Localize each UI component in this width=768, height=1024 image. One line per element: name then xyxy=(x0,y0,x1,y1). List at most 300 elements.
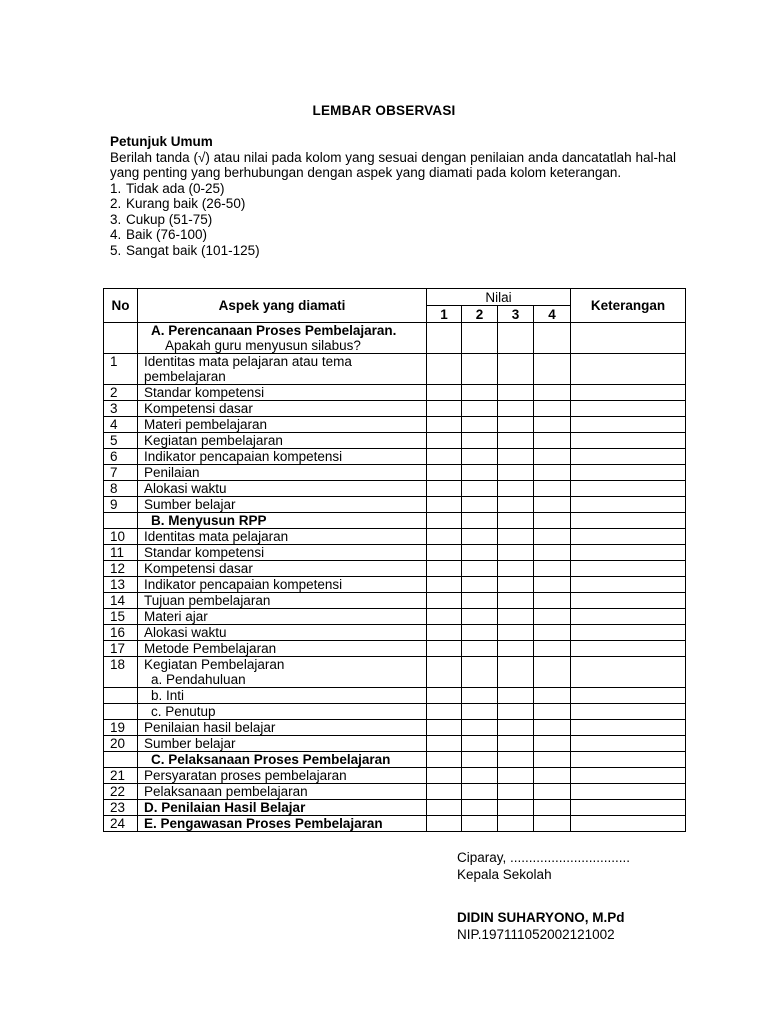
table-row xyxy=(104,657,686,688)
row-number: 11 xyxy=(104,545,138,561)
row-aspect xyxy=(138,720,427,736)
score-cell-3[interactable] xyxy=(498,736,534,752)
row-number: 24 xyxy=(104,816,138,832)
score-cell-2[interactable] xyxy=(462,800,498,816)
rating-scale-item xyxy=(110,227,676,243)
score-cell-2[interactable] xyxy=(462,577,498,593)
score-cell-1[interactable] xyxy=(427,816,462,832)
keterangan-cell[interactable] xyxy=(571,385,686,401)
keterangan-cell[interactable] xyxy=(571,465,686,481)
header-keterangan: Keterangan xyxy=(571,289,686,323)
score-cell-3[interactable] xyxy=(498,385,534,401)
header-score-3: 3 xyxy=(498,306,534,323)
row-aspect-text: A. Perencanaan Proses Pembelajaran. xyxy=(151,323,397,338)
table-row xyxy=(104,497,686,513)
row-aspect xyxy=(138,704,427,720)
table-row xyxy=(104,561,686,577)
table-row xyxy=(104,481,686,497)
keterangan-cell[interactable] xyxy=(571,609,686,625)
score-cell-2[interactable] xyxy=(462,513,498,529)
score-cell-1[interactable] xyxy=(427,704,462,720)
row-aspect-text: Penilaian xyxy=(144,465,200,480)
score-cell-1[interactable] xyxy=(427,752,462,768)
row-aspect-text: Alokasi waktu xyxy=(144,625,227,640)
row-aspect-text: Alokasi waktu xyxy=(144,481,227,496)
rating-scale-item xyxy=(110,212,676,228)
row-aspect-text: Indikator pencapaian kompetensi xyxy=(144,577,343,592)
score-cell-1[interactable] xyxy=(427,577,462,593)
score-cell-4[interactable] xyxy=(534,609,571,625)
score-cell-2[interactable] xyxy=(462,449,498,465)
score-cell-4[interactable] xyxy=(534,641,571,657)
score-cell-2[interactable] xyxy=(462,323,498,354)
row-aspect xyxy=(138,800,427,816)
score-cell-3[interactable] xyxy=(498,593,534,609)
score-cell-1[interactable] xyxy=(427,481,462,497)
score-cell-4[interactable] xyxy=(534,720,571,736)
row-aspect-subtext: Apakah guru menyusun silabus? xyxy=(165,338,361,353)
header-nilai: Nilai xyxy=(427,289,571,306)
keterangan-cell[interactable] xyxy=(571,401,686,417)
table-row xyxy=(104,417,686,433)
row-aspect xyxy=(138,561,427,577)
score-cell-4[interactable] xyxy=(534,417,571,433)
score-cell-4[interactable] xyxy=(534,545,571,561)
score-cell-3[interactable] xyxy=(498,354,534,385)
rating-scale-item xyxy=(110,243,676,259)
score-cell-3[interactable] xyxy=(498,513,534,529)
row-aspect-text: Identitas mata pelajaran atau tema xyxy=(144,354,352,369)
row-number: 15 xyxy=(104,609,138,625)
row-aspect xyxy=(138,545,427,561)
row-aspect xyxy=(138,609,427,625)
keterangan-cell[interactable] xyxy=(571,593,686,609)
row-aspect-subtext: pembelajaran xyxy=(144,369,226,384)
score-cell-4[interactable] xyxy=(534,768,571,784)
row-number: 20 xyxy=(104,736,138,752)
row-aspect xyxy=(138,736,427,752)
row-number: 9 xyxy=(104,497,138,513)
row-aspect xyxy=(138,577,427,593)
row-aspect-text: Sumber belajar xyxy=(144,736,236,751)
table-row xyxy=(104,577,686,593)
row-number: 6 xyxy=(104,449,138,465)
row-number: 8 xyxy=(104,481,138,497)
score-cell-1[interactable] xyxy=(427,784,462,800)
row-aspect xyxy=(138,688,427,704)
score-cell-2[interactable] xyxy=(462,641,498,657)
signature-name: DIDIN SUHARYONO, M.Pd xyxy=(457,910,625,925)
rating-scale-item xyxy=(110,196,676,212)
score-cell-1[interactable] xyxy=(427,736,462,752)
row-number xyxy=(104,704,138,720)
row-aspect-text: c. Penutup xyxy=(151,704,216,719)
keterangan-cell[interactable] xyxy=(571,768,686,784)
score-cell-4[interactable] xyxy=(534,784,571,800)
rating-scale-number: 3. xyxy=(110,211,122,227)
score-cell-2[interactable] xyxy=(462,720,498,736)
score-cell-4[interactable] xyxy=(534,577,571,593)
row-number: 5 xyxy=(104,433,138,449)
keterangan-cell[interactable] xyxy=(571,720,686,736)
score-cell-1[interactable] xyxy=(427,593,462,609)
table-row xyxy=(104,385,686,401)
row-number: 18 xyxy=(104,657,138,688)
row-number: 19 xyxy=(104,720,138,736)
rating-scale-label: Baik (76-100) xyxy=(126,227,208,242)
score-cell-3[interactable] xyxy=(498,449,534,465)
score-cell-1[interactable] xyxy=(427,768,462,784)
score-cell-3[interactable] xyxy=(498,577,534,593)
row-aspect xyxy=(138,816,427,832)
score-cell-1[interactable] xyxy=(427,417,462,433)
row-aspect xyxy=(138,433,427,449)
row-aspect xyxy=(138,417,427,433)
rating-scale-item xyxy=(110,181,676,197)
score-cell-3[interactable] xyxy=(498,720,534,736)
rating-scale-label: Sangat baik (101-125) xyxy=(126,242,260,258)
table-row xyxy=(104,513,686,529)
score-cell-4[interactable] xyxy=(534,593,571,609)
score-cell-2[interactable] xyxy=(462,688,498,704)
score-cell-4[interactable] xyxy=(534,354,571,385)
score-cell-2[interactable] xyxy=(462,736,498,752)
score-cell-2[interactable] xyxy=(462,593,498,609)
score-cell-1[interactable] xyxy=(427,641,462,657)
keterangan-cell[interactable] xyxy=(571,641,686,657)
score-cell-4[interactable] xyxy=(534,736,571,752)
keterangan-cell[interactable] xyxy=(571,577,686,593)
score-cell-2[interactable] xyxy=(462,816,498,832)
table-row xyxy=(104,323,686,354)
rating-scale-label: Cukup (51-75) xyxy=(126,211,213,227)
keterangan-cell[interactable] xyxy=(571,529,686,545)
score-cell-3[interactable] xyxy=(498,784,534,800)
row-aspect-text: C. Pelaksanaan Proses Pembelajaran xyxy=(151,752,391,767)
row-aspect-text: B. Menyusun RPP xyxy=(151,513,267,528)
keterangan-cell[interactable] xyxy=(571,545,686,561)
row-aspect-text: Kompetensi dasar xyxy=(144,561,253,576)
keterangan-cell[interactable] xyxy=(571,816,686,832)
score-cell-4[interactable] xyxy=(534,529,571,545)
score-cell-3[interactable] xyxy=(498,752,534,768)
score-cell-1[interactable] xyxy=(427,354,462,385)
score-cell-2[interactable] xyxy=(462,625,498,641)
score-cell-1[interactable] xyxy=(427,800,462,816)
score-cell-4[interactable] xyxy=(534,513,571,529)
score-cell-3[interactable] xyxy=(498,529,534,545)
score-cell-1[interactable] xyxy=(427,385,462,401)
row-aspect-text: D. Penilaian Hasil Belajar xyxy=(144,800,306,815)
score-cell-1[interactable] xyxy=(427,465,462,481)
row-aspect xyxy=(138,449,427,465)
score-cell-3[interactable] xyxy=(498,768,534,784)
table-row xyxy=(104,768,686,784)
row-aspect xyxy=(138,354,427,385)
keterangan-cell[interactable] xyxy=(571,561,686,577)
header-no: No xyxy=(104,289,138,323)
score-cell-3[interactable] xyxy=(498,561,534,577)
score-cell-2[interactable] xyxy=(462,545,498,561)
row-number: 22 xyxy=(104,784,138,800)
table-row xyxy=(104,752,686,768)
row-aspect xyxy=(138,593,427,609)
score-cell-4[interactable] xyxy=(534,816,571,832)
score-cell-2[interactable] xyxy=(462,465,498,481)
row-aspect-text: Standar kompetensi xyxy=(144,545,265,560)
score-cell-2[interactable] xyxy=(462,704,498,720)
document-title: LEMBAR OBSERVASI xyxy=(312,103,456,118)
table-row xyxy=(104,401,686,417)
rating-scale-list xyxy=(110,181,676,259)
score-cell-2[interactable] xyxy=(462,609,498,625)
score-cell-1[interactable] xyxy=(427,609,462,625)
table-row xyxy=(104,593,686,609)
row-aspect-text: Penilaian hasil belajar xyxy=(144,720,276,735)
row-number: 23 xyxy=(104,800,138,816)
row-aspect-text: Indikator pencapaian kompetensi xyxy=(144,449,343,464)
score-cell-4[interactable] xyxy=(534,688,571,704)
row-aspect-text: Kegiatan Pembelajaran xyxy=(144,657,285,672)
table-row xyxy=(104,688,686,704)
score-cell-2[interactable] xyxy=(462,752,498,768)
score-cell-2[interactable] xyxy=(462,481,498,497)
row-aspect xyxy=(138,657,427,688)
row-aspect-text: Persyaratan proses pembelajaran xyxy=(144,768,347,783)
table-row xyxy=(104,784,686,800)
score-cell-1[interactable] xyxy=(427,497,462,513)
keterangan-cell[interactable] xyxy=(571,497,686,513)
score-cell-3[interactable] xyxy=(498,625,534,641)
table-row xyxy=(104,800,686,816)
score-cell-3[interactable] xyxy=(498,401,534,417)
row-number: 4 xyxy=(104,417,138,433)
rating-scale-number: 5. xyxy=(110,242,122,258)
row-number: 3 xyxy=(104,401,138,417)
keterangan-cell[interactable] xyxy=(571,481,686,497)
keterangan-cell[interactable] xyxy=(571,657,686,688)
score-cell-2[interactable] xyxy=(462,529,498,545)
signature-block xyxy=(457,849,630,883)
score-cell-1[interactable] xyxy=(427,545,462,561)
row-aspect xyxy=(138,385,427,401)
score-cell-3[interactable] xyxy=(498,323,534,354)
score-cell-1[interactable] xyxy=(427,625,462,641)
score-cell-4[interactable] xyxy=(534,385,571,401)
instructions-text: Berilah tanda (√) atau nilai pada kolom yang sesuai dengan penilaian anda dancatatlah hal-hal yang penting yang berhubungan dengan aspek yang diamati pada kolom keterangan. xyxy=(110,149,676,180)
score-cell-3[interactable] xyxy=(498,545,534,561)
keterangan-cell[interactable] xyxy=(571,784,686,800)
row-number: 17 xyxy=(104,641,138,657)
score-cell-4[interactable] xyxy=(534,323,571,354)
keterangan-cell[interactable] xyxy=(571,513,686,529)
table-row xyxy=(104,545,686,561)
score-cell-2[interactable] xyxy=(462,784,498,800)
row-aspect xyxy=(138,625,427,641)
observation-table-body xyxy=(104,323,686,832)
keterangan-cell[interactable] xyxy=(571,704,686,720)
instructions-heading: Petunjuk Umum xyxy=(110,134,213,149)
row-aspect-text: Materi pembelajaran xyxy=(144,417,268,432)
row-aspect-text: Tujuan pembelajaran xyxy=(144,593,271,608)
score-cell-3[interactable] xyxy=(498,816,534,832)
row-number: 14 xyxy=(104,593,138,609)
score-cell-2[interactable] xyxy=(462,657,498,688)
keterangan-cell[interactable] xyxy=(571,354,686,385)
row-aspect xyxy=(138,768,427,784)
row-aspect xyxy=(138,465,427,481)
signature-place-date: Ciparay, ................................ xyxy=(457,850,631,865)
row-number xyxy=(104,752,138,768)
score-cell-4[interactable] xyxy=(534,497,571,513)
keterangan-cell[interactable] xyxy=(571,449,686,465)
signature-identity xyxy=(457,909,625,943)
row-aspect-text: Materi ajar xyxy=(144,609,208,624)
score-cell-1[interactable] xyxy=(427,688,462,704)
score-cell-3[interactable] xyxy=(498,641,534,657)
score-cell-1[interactable] xyxy=(427,529,462,545)
keterangan-cell[interactable] xyxy=(571,688,686,704)
header-score-4: 4 xyxy=(534,306,571,323)
score-cell-3[interactable] xyxy=(498,417,534,433)
row-aspect xyxy=(138,513,427,529)
score-cell-4[interactable] xyxy=(534,704,571,720)
score-cell-4[interactable] xyxy=(534,561,571,577)
score-cell-3[interactable] xyxy=(498,688,534,704)
observation-table xyxy=(103,288,686,832)
keterangan-cell[interactable] xyxy=(571,625,686,641)
score-cell-1[interactable] xyxy=(427,513,462,529)
score-cell-2[interactable] xyxy=(462,497,498,513)
row-number: 10 xyxy=(104,529,138,545)
row-aspect-subtext: a. Pendahuluan xyxy=(151,672,246,687)
row-aspect-text: Identitas mata pelajaran xyxy=(144,529,289,544)
score-cell-4[interactable] xyxy=(534,401,571,417)
score-cell-3[interactable] xyxy=(498,704,534,720)
row-aspect-text: E. Pengawasan Proses Pembelajaran xyxy=(144,816,383,831)
score-cell-3[interactable] xyxy=(498,800,534,816)
table-row xyxy=(104,433,686,449)
rating-scale-number: 1. xyxy=(110,180,122,196)
score-cell-1[interactable] xyxy=(427,433,462,449)
row-number: 16 xyxy=(104,625,138,641)
row-aspect-text: Kegiatan pembelajaran xyxy=(144,433,283,448)
row-aspect-text: Kompetensi dasar xyxy=(144,401,253,416)
rating-scale-number: 4. xyxy=(110,227,122,242)
row-number: 7 xyxy=(104,465,138,481)
row-aspect xyxy=(138,323,427,354)
score-cell-1[interactable] xyxy=(427,720,462,736)
row-number xyxy=(104,323,138,354)
score-cell-4[interactable] xyxy=(534,752,571,768)
row-aspect-text: Metode Pembelajaran xyxy=(144,641,277,656)
header-aspect: Aspek yang diamati xyxy=(138,289,427,323)
row-number xyxy=(104,688,138,704)
row-number: 2 xyxy=(104,385,138,401)
score-cell-2[interactable] xyxy=(462,385,498,401)
row-number: 12 xyxy=(104,561,138,577)
score-cell-3[interactable] xyxy=(498,497,534,513)
table-row xyxy=(104,609,686,625)
table-row xyxy=(104,354,686,385)
score-cell-2[interactable] xyxy=(462,417,498,433)
row-number: 13 xyxy=(104,577,138,593)
signature-nip: NIP.197111052002121002 xyxy=(457,927,615,942)
score-cell-4[interactable] xyxy=(534,433,571,449)
score-cell-2[interactable] xyxy=(462,401,498,417)
rating-scale-label: Tidak ada (0-25) xyxy=(126,180,225,196)
score-cell-2[interactable] xyxy=(462,354,498,385)
score-cell-1[interactable] xyxy=(427,561,462,577)
score-cell-3[interactable] xyxy=(498,481,534,497)
table-row xyxy=(104,529,686,545)
table-row xyxy=(104,449,686,465)
score-cell-1[interactable] xyxy=(427,401,462,417)
row-aspect xyxy=(138,497,427,513)
score-cell-2[interactable] xyxy=(462,768,498,784)
row-aspect xyxy=(138,481,427,497)
table-row xyxy=(104,704,686,720)
row-aspect-text: Standar kompetensi xyxy=(144,385,265,400)
row-aspect-text: Pelaksanaan pembelajaran xyxy=(144,784,308,799)
row-aspect xyxy=(138,401,427,417)
score-cell-1[interactable] xyxy=(427,657,462,688)
keterangan-cell[interactable] xyxy=(571,417,686,433)
row-number xyxy=(104,513,138,529)
score-cell-2[interactable] xyxy=(462,433,498,449)
row-aspect-text: b. Inti xyxy=(151,688,185,703)
row-aspect xyxy=(138,641,427,657)
rating-scale-number: 2. xyxy=(110,196,122,211)
keterangan-cell[interactable] xyxy=(571,323,686,354)
keterangan-cell[interactable] xyxy=(571,752,686,768)
row-aspect xyxy=(138,529,427,545)
instructions xyxy=(110,134,676,258)
rating-scale-label: Kurang baik (26-50) xyxy=(126,196,246,211)
table-row xyxy=(104,625,686,641)
score-cell-3[interactable] xyxy=(498,433,534,449)
keterangan-cell[interactable] xyxy=(571,433,686,449)
header-score-2: 2 xyxy=(462,306,498,323)
score-cell-4[interactable] xyxy=(534,657,571,688)
table-row xyxy=(104,465,686,481)
score-cell-4[interactable] xyxy=(534,625,571,641)
row-aspect-text: Sumber belajar xyxy=(144,497,236,512)
table-row xyxy=(104,736,686,752)
score-cell-4[interactable] xyxy=(534,465,571,481)
score-cell-3[interactable] xyxy=(498,465,534,481)
score-cell-4[interactable] xyxy=(534,481,571,497)
score-cell-1[interactable] xyxy=(427,449,462,465)
signature-role: Kepala Sekolah xyxy=(457,867,552,882)
score-cell-1[interactable] xyxy=(427,323,462,354)
score-cell-2[interactable] xyxy=(462,561,498,577)
header-score-1: 1 xyxy=(427,306,462,323)
row-number: 1 xyxy=(104,354,138,385)
score-cell-3[interactable] xyxy=(498,609,534,625)
keterangan-cell[interactable] xyxy=(571,736,686,752)
score-cell-3[interactable] xyxy=(498,657,534,688)
table-row xyxy=(104,720,686,736)
table-row xyxy=(104,816,686,832)
table-row xyxy=(104,641,686,657)
row-aspect xyxy=(138,752,427,768)
score-cell-4[interactable] xyxy=(534,449,571,465)
row-number: 21 xyxy=(104,768,138,784)
row-aspect xyxy=(138,784,427,800)
score-cell-4[interactable] xyxy=(534,800,571,816)
keterangan-cell[interactable] xyxy=(571,800,686,816)
